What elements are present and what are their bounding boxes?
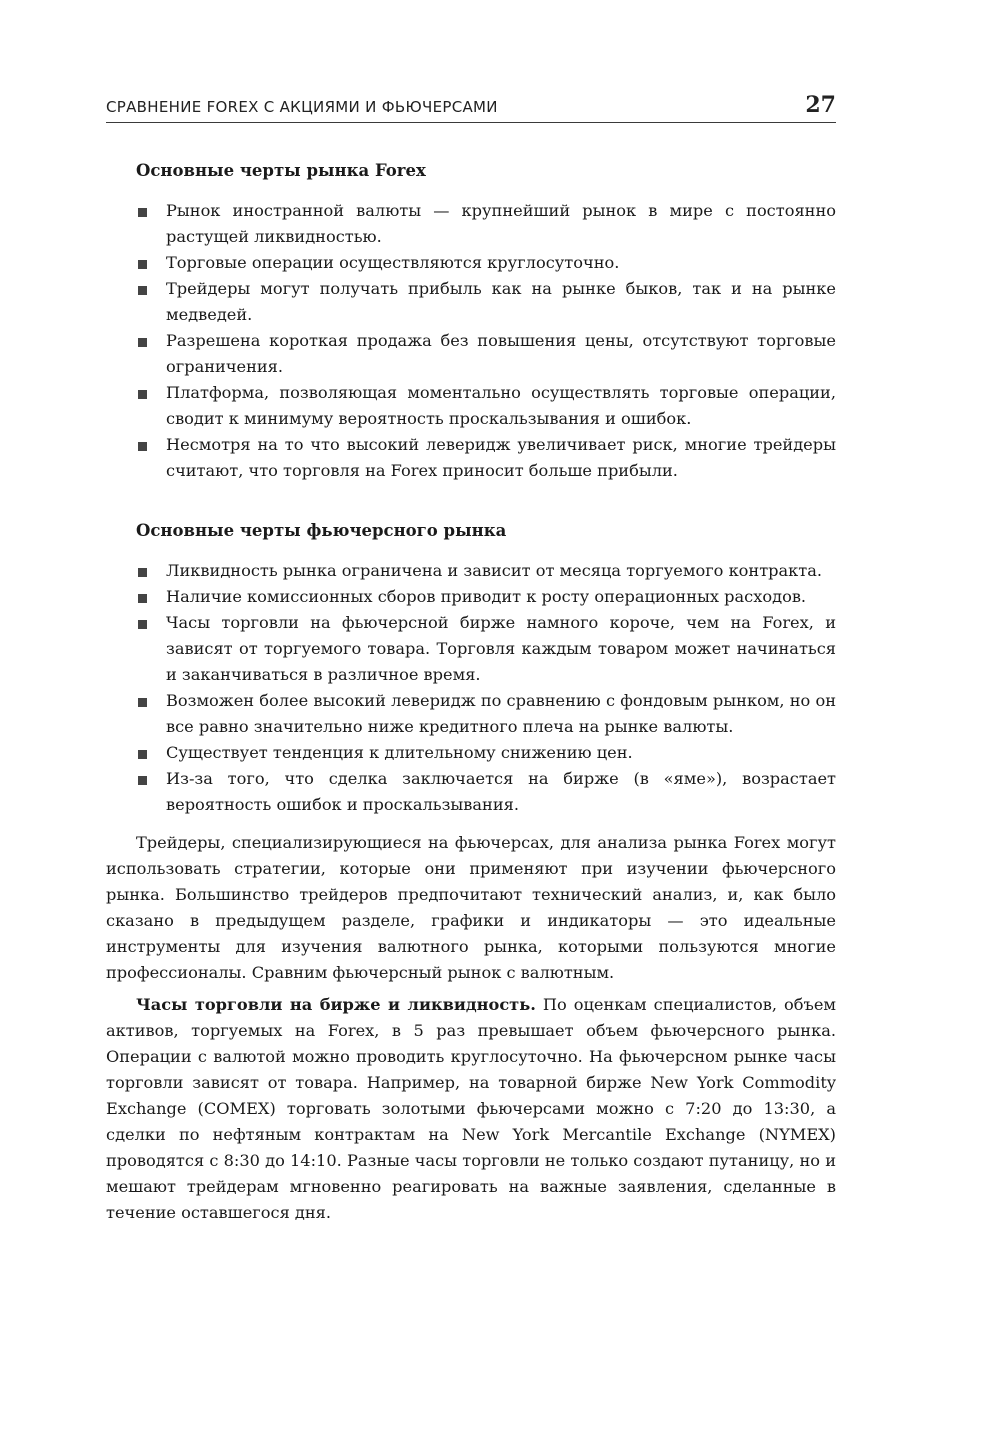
forex-features-list: [106, 198, 836, 484]
section-heading-forex: Основные черты рынка Forex: [136, 161, 426, 180]
square-bullet-icon: [138, 208, 147, 217]
list-item: [106, 584, 836, 610]
square-bullet-icon: [138, 568, 147, 577]
list-item-text: Разрешена короткая продажа без повышения цены, отсутствуют торговые ограничения.: [166, 331, 836, 376]
list-item: [106, 740, 836, 766]
list-item-text: Торговые операции осуществляются круглосуточно.: [166, 253, 620, 272]
page-content: [106, 140, 836, 1226]
square-bullet-icon: [138, 776, 147, 785]
square-bullet-icon: [138, 750, 147, 759]
list-item-text: Наличие комиссионных сборов приводит к росту операционных расходов.: [166, 587, 807, 606]
list-item: [106, 558, 836, 584]
list-item: [106, 432, 836, 484]
list-item-text: Возможен более высокий леверидж по сравнению с фондовым рынком, но он все равно значительно ниже кредитного плеча на рынке валюты.: [166, 691, 836, 736]
list-item: [106, 610, 836, 688]
list-item: [106, 766, 836, 818]
list-item: [106, 688, 836, 740]
page-number: 27: [805, 92, 836, 118]
list-item: [106, 328, 836, 380]
square-bullet-icon: [138, 594, 147, 603]
list-item: [106, 198, 836, 250]
list-item-text: Существует тенденция к длительному снижению цен.: [166, 743, 633, 762]
body-paragraph: [106, 830, 836, 986]
section-heading-futures: Основные черты фьючерсного рынка: [136, 521, 507, 540]
paragraph-text: По оценкам специалистов, объем активов, торгуемых на Forex, в 5 раз превышает объем фьючерсного рынка. Операции с валютой можно проводить круглосуточно. На фьючерсном рынке часы торговли зависят от товара. Например, на товарной бирже New York Commodity Exchange (COMEX) торговать золотыми фьючерсами можно с 7:20 до 13:30, а сделки по нефтяным контрактам на New York Mercantile Exchange (NYMEX) проводятся с 8:30 до 14:10. Разные часы торговли не только создают путаницу, но и мешают трейдерам мгновенно реагировать на важные заявления, сделанные в течение оставшегося дня.: [106, 995, 837, 1222]
running-header: [106, 92, 836, 123]
square-bullet-icon: [138, 442, 147, 451]
list-item: [106, 250, 836, 276]
list-item-text: Трейдеры могут получать прибыль как на рынке быков, так и на рынке медведей.: [166, 279, 836, 324]
run-in-heading-trading-hours: Часы торговли на бирже и ликвидность.: [136, 995, 536, 1014]
list-item-text: Из-за того, что сделка заключается на бирже (в «яме»), возрастает вероятность ошибок и проскальзывания.: [166, 769, 836, 814]
list-item-text: Ликвидность рынка ограничена и зависит от месяца торгуемого контракта.: [166, 561, 823, 580]
list-item-text: Часы торговли на фьючерсной бирже намного короче, чем на Forex, и зависят от торгуемого товара. Торговля каждым товаром может начинаться и заканчиваться в различное время.: [166, 613, 836, 684]
list-item: [106, 276, 836, 328]
list-item-text: Платформа, позволяющая моментально осуществлять торговые операции, сводит к минимуму вероятность проскальзывания и ошибок.: [166, 383, 836, 428]
body-paragraph: [106, 992, 836, 1226]
running-title: СРАВНЕНИЕ FOREX С АКЦИЯМИ И ФЬЮЧЕРСАМИ: [106, 98, 498, 116]
square-bullet-icon: [138, 338, 147, 347]
list-item-text: Рынок иностранной валюты — крупнейший рынок в мире с постоянно растущей ликвидностью.: [166, 201, 836, 246]
square-bullet-icon: [138, 620, 147, 629]
square-bullet-icon: [138, 390, 147, 399]
futures-features-list: [106, 558, 836, 818]
list-item: [106, 380, 836, 432]
list-item-text: Несмотря на то что высокий леверидж увеличивает риск, многие трейдеры считают, что торговля на Forex приносит больше прибыли.: [166, 435, 836, 480]
paragraph-text: Трейдеры, специализирующиеся на фьючерсах, для анализа рынка Forex могут использовать стратегии, которые они применяют при изучении фьючерсного рынка. Большинство трейдеров предпочитают технический анализ, и, как было сказано в предыдущем разделе, графики и индикаторы — это идеальные инструменты для изучения валютного рынка, которыми пользуются многие профессионалы. Сравним фьючерсный рынок с валютным.: [106, 833, 836, 982]
square-bullet-icon: [138, 698, 147, 707]
square-bullet-icon: [138, 286, 147, 295]
square-bullet-icon: [138, 260, 147, 269]
